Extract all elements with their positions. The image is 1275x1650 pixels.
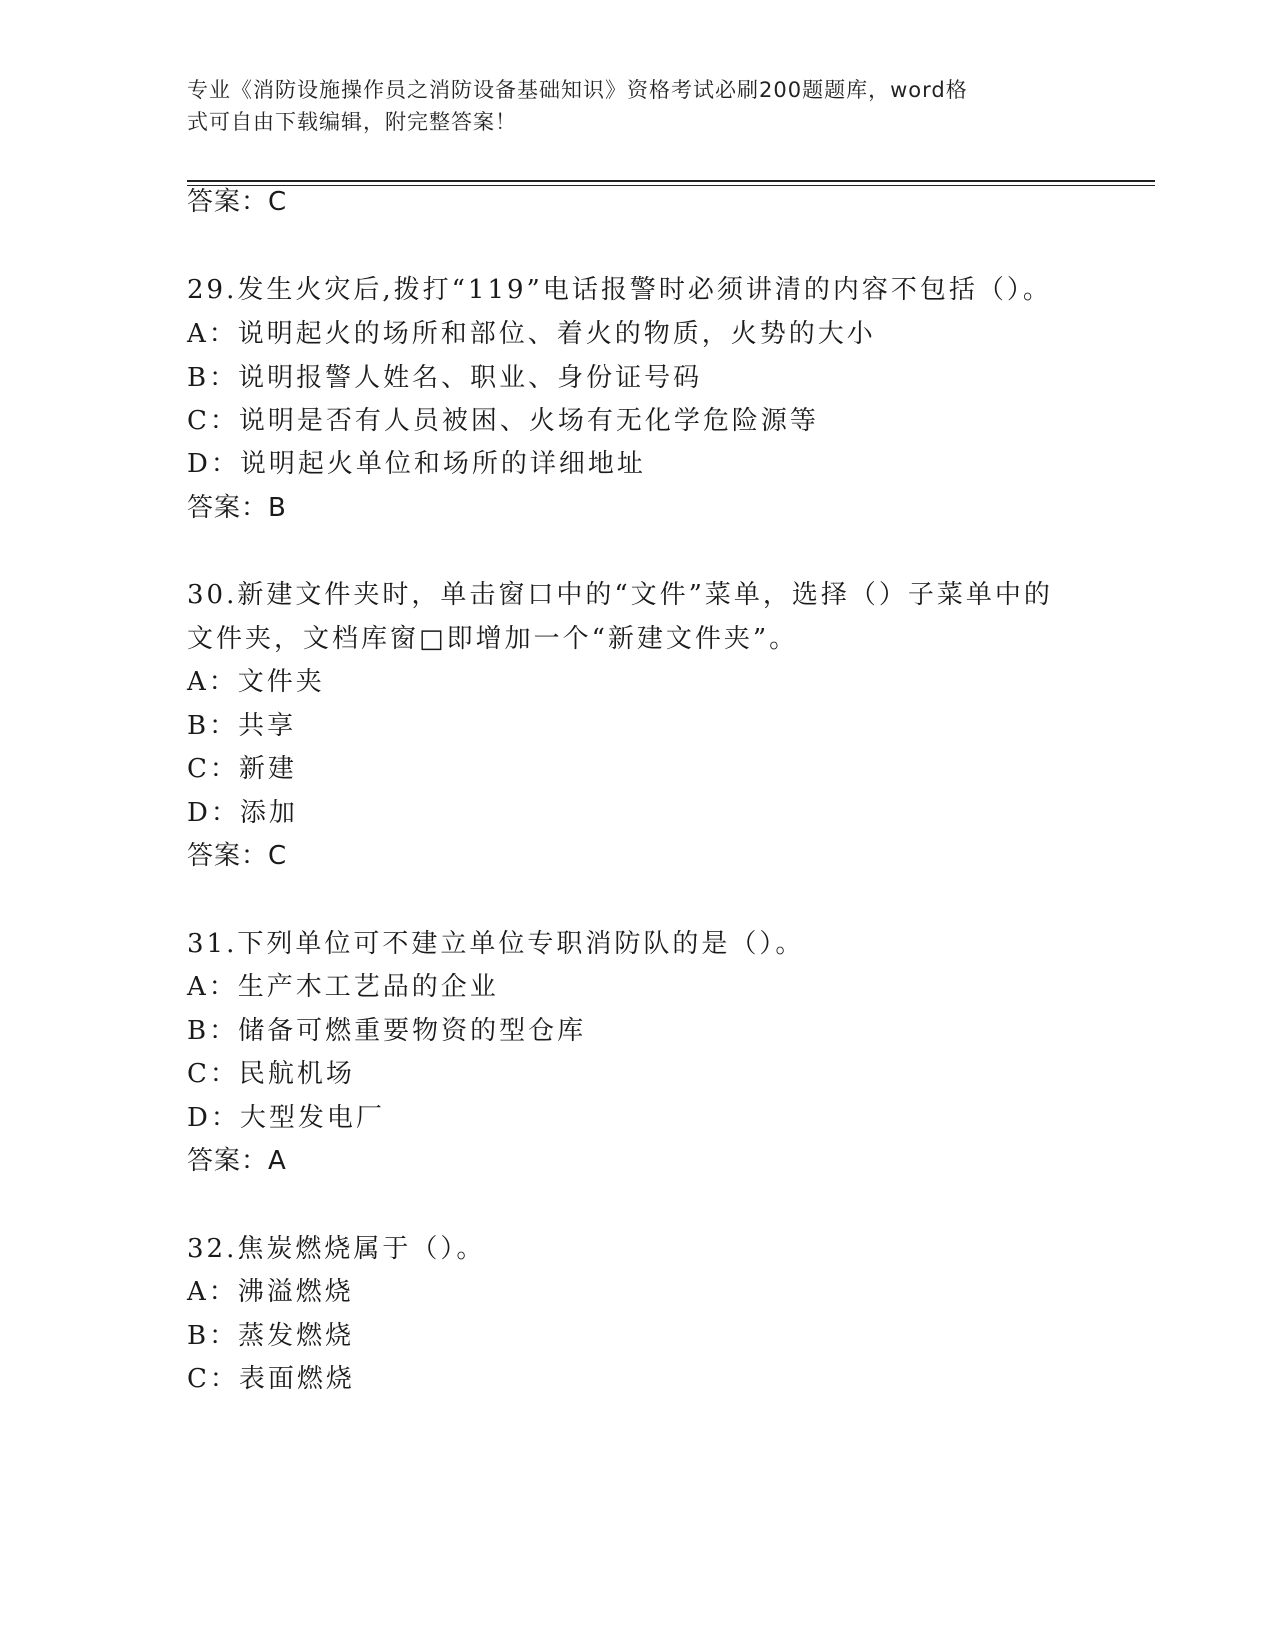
question-29-option-a: A：说明起火的场所和部位、着火的物质，火势的大小: [187, 319, 876, 349]
question-29-option-d: D：说明起火单位和场所的详细地址: [187, 449, 646, 479]
question-30-option-c: C：新建: [187, 754, 297, 784]
question-29-option-c: C：说明是否有人员被困、火场有无化学危险源等: [187, 406, 819, 436]
question-31-option-b: B：储备可燃重要物资的型仓库: [187, 1016, 587, 1046]
answer-q29: 答案：B: [187, 493, 287, 523]
question-31-stem: 31.下列单位可不建立单位专职消防队的是（）。: [187, 929, 805, 959]
document-header: [187, 74, 1067, 138]
question-30-stem-line-1: 30.新建文件夹时，单击窗口中的“文件”菜单，选择（）子菜单中的: [187, 580, 1053, 610]
question-32-option-a: A：沸溢燃烧: [187, 1277, 354, 1307]
header-line-2: 式可自由下载编辑，附完整答案！: [187, 110, 517, 134]
answer-q31: 答案：A: [187, 1146, 287, 1176]
question-32-stem: 32.焦炭燃烧属于（）。: [187, 1234, 486, 1264]
question-30-stem-line-2: 文件夹，文档库窗□即增加一个“新建文件夹”。: [187, 624, 799, 654]
question-32-option-c: C：表面燃烧: [187, 1364, 355, 1394]
question-29-option-b: B：说明报警人姓名、职业、身份证号码: [187, 363, 703, 393]
header-line-1: 专业《消防设施操作员之消防设备基础知识》资格考试必刷200题题库，word格: [187, 78, 968, 102]
question-31-option-c: C：民航机场: [187, 1059, 355, 1089]
question-30-option-d: D：添加: [187, 798, 298, 828]
question-31-option-a: A：生产木工艺品的企业: [187, 972, 499, 1002]
question-29-stem: 29.发生火灾后,拨打“119”电话报警时必须讲清的内容不包括（）。: [187, 275, 1052, 305]
question-30-option-a: A：文件夹: [187, 667, 325, 697]
question-32-option-b: B：蒸发燃烧: [187, 1321, 355, 1351]
header-divider-thick: [187, 180, 1155, 182]
question-30-option-b: B：共享: [187, 711, 297, 741]
answer-q28: 答案：C: [187, 187, 288, 217]
question-31-option-d: D：大型发电厂: [187, 1103, 385, 1133]
answer-q30: 答案：C: [187, 841, 288, 871]
header-divider-thin: [187, 185, 1155, 186]
